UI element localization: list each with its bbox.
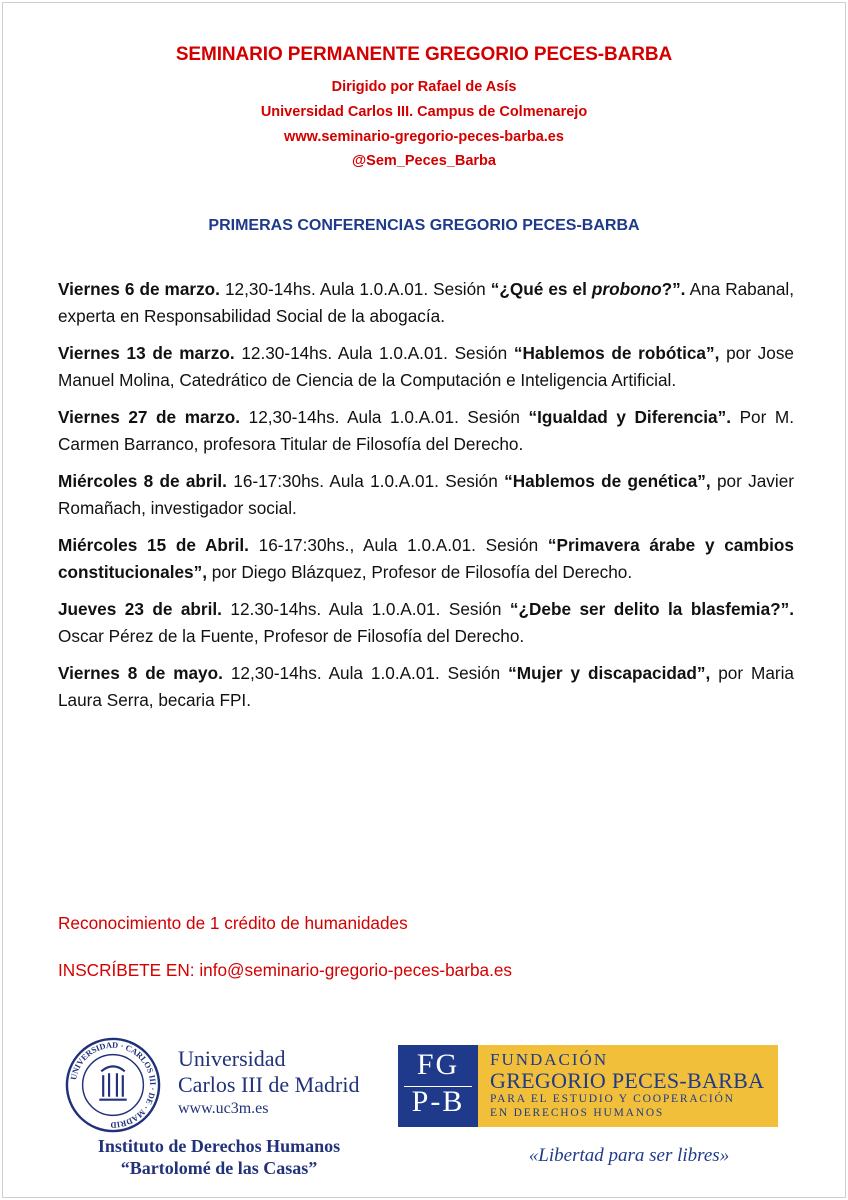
event-details: 16-17:30hs. Aula 1.0.A.01. Sesión <box>226 471 505 491</box>
event-date: Jueves 23 de abril. <box>58 599 222 619</box>
event-speaker: por Jose Manuel Molina, Catedrático de Ciencia de la Computación e Inteligencia Artificial. <box>58 343 794 390</box>
event-item <box>58 276 794 330</box>
event-item <box>58 468 794 522</box>
institute-name: “Bartolomé de las Casas” <box>120 1158 318 1178</box>
university-line: Universidad Carlos III. Campus de Colmenarejo <box>260 104 588 120</box>
event-item <box>58 404 794 458</box>
event-details: 12,30-14hs. Aula 1.0.A.01. Sesión <box>219 279 491 299</box>
conference-title: PRIMERAS CONFERENCIAS GREGORIO PECES-BARBA <box>208 217 640 234</box>
event-item <box>58 532 794 586</box>
event-session: “Igualdad y Diferencia”. <box>528 407 731 427</box>
page-title: SEMINARIO PERMANENTE GREGORIO PECES-BARBA <box>175 44 673 65</box>
registration-email: INSCRÍBETE EN: info@seminario-gregorio-peces-barba.es <box>58 960 512 980</box>
event-date: Miércoles 15 de Abril. <box>58 535 249 555</box>
event-session: “Mujer y discapacidad”, <box>508 663 711 683</box>
fgpb-slogan: «Libertad para ser libres» <box>528 1145 730 1166</box>
event-session: “¿Debe ser delito la blasfemia?”. <box>509 599 794 619</box>
fgpb-logo <box>398 1045 778 1175</box>
twitter-handle: @Sem_Peces_Barba <box>352 153 496 169</box>
svg-text:UNIVERSIDAD · CARLOS III · DE: UNIVERSIDAD · CARLOS III · DE · MADRID <box>69 1040 158 1130</box>
director-line: Dirigido por Rafael de Asís <box>331 79 517 95</box>
event-speaker: Ana Rabanal, experta en Responsabilidad Social de la abogacía. <box>58 279 794 326</box>
website-line: www.seminario-gregorio-peces-barba.es <box>284 129 564 145</box>
event-details: 12,30-14hs. Aula 1.0.A.01. Sesión <box>240 407 529 427</box>
event-speaker: por Diego Blázquez, Profesor de Filosofía del Derecho. <box>207 562 633 582</box>
event-speaker: Oscar Pérez de la Fuente, Profesor de Filosofía del Derecho. <box>58 626 525 646</box>
uc3m-name: Universidad <box>178 1046 286 1071</box>
uc3m-url: www.uc3m.es <box>178 1100 269 1117</box>
event-date: Viernes 8 de mayo. <box>58 663 223 683</box>
event-date: Viernes 27 de marzo. <box>58 407 241 427</box>
uc3m-seal-icon <box>64 1036 162 1134</box>
event-session: “Hablemos de robótica”, <box>513 343 720 363</box>
event-speaker: por Maria Laura Serra, becaria FPI. <box>58 663 794 710</box>
event-details: 12.30-14hs. Aula 1.0.A.01. Sesión <box>234 343 514 363</box>
fgpb-mark: FG P-B <box>398 1045 478 1127</box>
event-date: Miércoles 8 de abril. <box>58 471 227 491</box>
uc3m-logo <box>64 1036 384 1176</box>
event-list <box>58 276 794 724</box>
event-speaker: por Javier Romañach, investigador social. <box>58 471 794 518</box>
event-speaker: Por M. Carmen Barranco, profesora Titular de Filosofía del Derecho. <box>58 407 794 454</box>
event-session: “¿Qué es el probono?”. <box>490 279 686 299</box>
event-session: “Primavera árabe y cambios constitucionales”, <box>58 535 794 582</box>
event-details: 12,30-14hs. Aula 1.0.A.01. Sesión <box>222 663 509 683</box>
uc3m-name: Carlos III de Madrid <box>178 1072 360 1097</box>
event-date: Viernes 6 de marzo. <box>58 279 220 299</box>
fgpb-name-band: FUNDACIÓN GREGORIO PECES-BARBA PARA EL ESTUDIO Y COOPERACIÓN EN DERECHOS HUMANOS <box>478 1045 778 1127</box>
event-item <box>58 596 794 650</box>
event-item <box>58 340 794 394</box>
event-session: “Hablemos de genética”, <box>504 471 711 491</box>
credit-note: Reconocimiento de 1 crédito de humanidades <box>58 913 408 933</box>
event-item <box>58 660 794 714</box>
event-details: 12.30-14hs. Aula 1.0.A.01. Sesión <box>221 599 510 619</box>
event-date: Viernes 13 de marzo. <box>58 343 235 363</box>
institute-name: Instituto de Derechos Humanos <box>97 1136 341 1156</box>
event-details: 16-17:30hs., Aula 1.0.A.01. Sesión <box>248 535 548 555</box>
